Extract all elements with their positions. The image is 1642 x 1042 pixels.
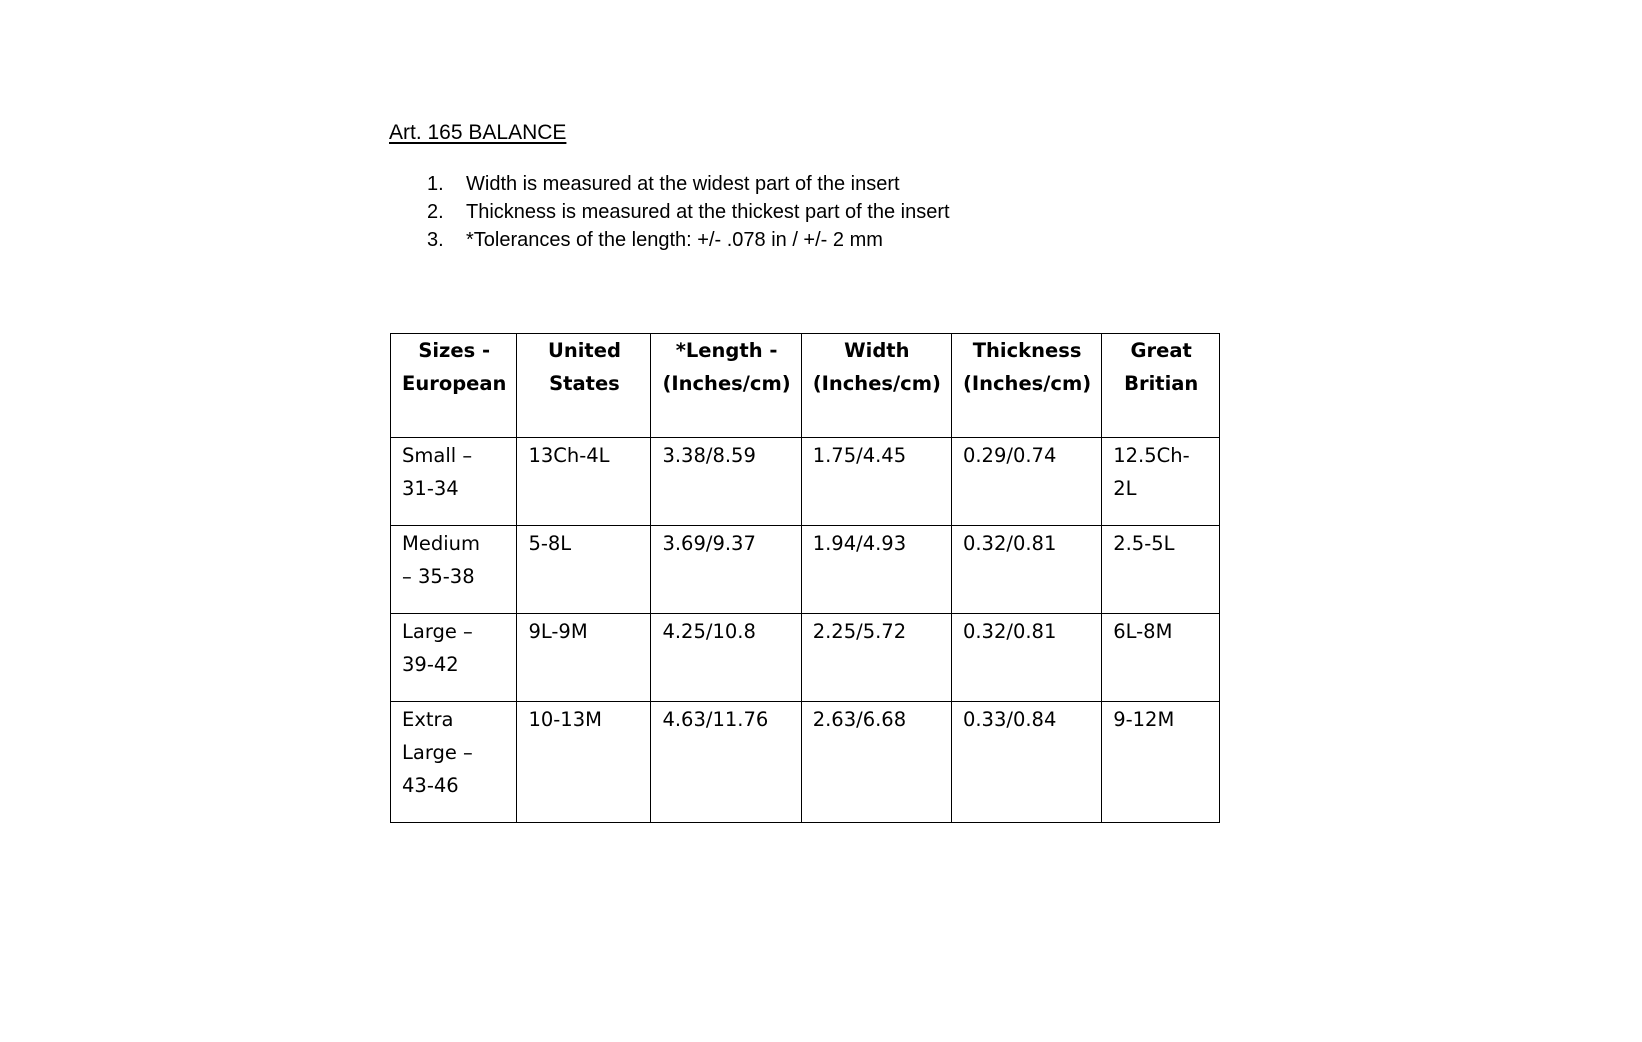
size-table	[390, 333, 1220, 823]
cell-us: 13Ch-4L	[517, 438, 651, 526]
cell-gb: 9-12M	[1102, 702, 1220, 823]
cell-width: 2.25/5.72	[801, 614, 951, 702]
cell-thickness: 0.32/0.81	[951, 526, 1101, 614]
cell-size: Small – 31-34	[391, 438, 517, 526]
table-row	[391, 526, 1220, 614]
cell-thickness: 0.29/0.74	[951, 438, 1101, 526]
cell-thickness: 0.33/0.84	[951, 702, 1101, 823]
header-united-states: United States	[517, 334, 651, 438]
header-width: Width (Inches/cm)	[801, 334, 951, 438]
table-row	[391, 702, 1220, 823]
cell-size: Large – 39-42	[391, 614, 517, 702]
header-sizes-european: Sizes - European	[391, 334, 517, 438]
header-great-britain: Great Britian	[1102, 334, 1220, 438]
note-item	[427, 226, 950, 254]
cell-length: 4.25/10.8	[651, 614, 801, 702]
note-number: 2.	[427, 201, 444, 223]
header-length: *Length - (Inches/cm)	[651, 334, 801, 438]
note-number: 1.	[427, 173, 444, 195]
cell-width: 1.94/4.93	[801, 526, 951, 614]
note-text: Width is measured at the widest part of the insert	[466, 173, 900, 195]
header-thickness: Thickness (Inches/cm)	[951, 334, 1101, 438]
note-item	[427, 170, 950, 198]
table-header-row	[391, 334, 1220, 438]
note-text: *Tolerances of the length: +/- .078 in / +/- 2 mm	[466, 229, 883, 251]
cell-gb: 12.5Ch-2L	[1102, 438, 1220, 526]
cell-size: Medium – 35-38	[391, 526, 517, 614]
table-row	[391, 438, 1220, 526]
note-text: Thickness is measured at the thickest part of the insert	[466, 201, 950, 223]
note-item	[427, 198, 950, 226]
table-row	[391, 614, 1220, 702]
cell-thickness: 0.32/0.81	[951, 614, 1101, 702]
cell-gb: 2.5-5L	[1102, 526, 1220, 614]
cell-size: Extra Large – 43-46	[391, 702, 517, 823]
cell-length: 3.38/8.59	[651, 438, 801, 526]
cell-us: 5-8L	[517, 526, 651, 614]
cell-us: 9L-9M	[517, 614, 651, 702]
cell-width: 1.75/4.45	[801, 438, 951, 526]
document-title: Art. 165 BALANCE	[389, 121, 567, 144]
cell-width: 2.63/6.68	[801, 702, 951, 823]
cell-us: 10-13M	[517, 702, 651, 823]
cell-gb: 6L-8M	[1102, 614, 1220, 702]
notes-list	[427, 170, 950, 254]
cell-length: 3.69/9.37	[651, 526, 801, 614]
cell-length: 4.63/11.76	[651, 702, 801, 823]
note-number: 3.	[427, 229, 444, 251]
